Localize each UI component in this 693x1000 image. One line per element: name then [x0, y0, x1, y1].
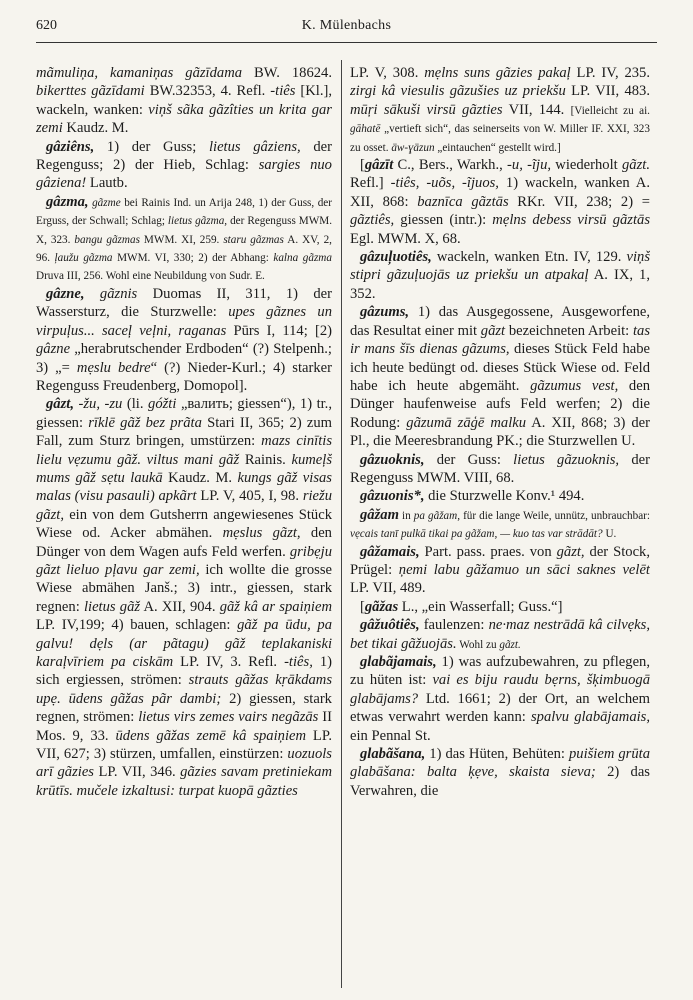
- entry-text: Part. pass. praes. von: [419, 543, 557, 560]
- entry-text: mẹlns debess virsū gãztās: [492, 212, 650, 229]
- entry-text: puišiem grūta glabāšana: balta ķẹve, skaista sieva;: [350, 746, 650, 781]
- headword: gâzt,: [46, 396, 74, 413]
- dictionary-entry: [350, 745, 650, 800]
- entry-text: rīklē gãž bez prãta: [88, 414, 202, 431]
- entry-text: dieses Stück Feld habe ich heute bedüngt od. dieses Stück Wiese od. Feld habe ich heute abgemäht.: [350, 341, 650, 394]
- entry-text: LP. VII, 627; 3) stürzen, umfallen, einstürzen:: [36, 727, 332, 763]
- entry-text: den Dünger haufenweise aufs Feld werfen; 2) die Rodung:: [350, 377, 650, 431]
- entry-text: [85, 286, 100, 302]
- entry-text: 1) der Guss;: [94, 138, 209, 155]
- dictionary-entry: [36, 64, 332, 138]
- entry-text: baznīca gãztās: [417, 193, 509, 210]
- entry-text: sargies nuo gâziena!: [36, 157, 332, 192]
- entry-text: upes gãznes un virpuļus... saceļ veļni, raganas: [36, 304, 332, 339]
- dictionary-entry: [350, 303, 650, 450]
- dictionary-entry: [350, 487, 650, 505]
- header-rule: [36, 42, 657, 43]
- entry-text: strauts gãžas kṛākdams upẹ. ūdens gãžas pãr dambi;: [36, 672, 332, 707]
- entry-text: der Stock, Prügel:: [350, 543, 650, 578]
- entry-text: Wohl zu: [456, 638, 500, 651]
- entry-text: gãzumā zāģē malku: [406, 414, 527, 431]
- entry-text: Druva III, 256. Wohl eine Neubildung von Sudr. E.: [36, 270, 265, 283]
- entry-text: ļaužu gãzma: [54, 252, 113, 265]
- entry-text: faulenzen:: [419, 617, 489, 634]
- dictionary-entry: [36, 138, 332, 193]
- entry-text: pa gãžam,: [413, 509, 461, 522]
- entry-text: BW. 18624.: [242, 65, 332, 81]
- entry-text: vai es biju raudu bẹrns, šķimbuogā glabājams?: [350, 672, 650, 707]
- entry-text: góžti: [148, 396, 177, 413]
- entry-text: LP. V, 405, I, 98.: [196, 488, 303, 505]
- dictionary-entry: [350, 616, 650, 653]
- entry-text: ņemi labu gãžamuo un sāci saknes velēt: [398, 561, 650, 578]
- entry-text: mūŗi sākuši virsū gãzties: [350, 101, 503, 118]
- entry-text: vẹcais tanī pulkā tikai pa gãžam, — kuo tas var strādāt?: [350, 528, 603, 541]
- entry-text: C., Bers., Warkh.,: [393, 157, 508, 174]
- entry-text: LP. IV, 235.: [570, 65, 650, 81]
- entry-text: gãztiês,: [350, 212, 395, 229]
- entry-text: VII, 144.: [502, 101, 571, 118]
- headword: gâžamais,: [360, 543, 420, 560]
- entry-text: kalna gãzma: [273, 252, 332, 265]
- headword: gâzuonis*,: [360, 488, 425, 505]
- entry-text: den Dünger von dem Wagen aufs Feld werfen.: [36, 525, 332, 560]
- entry-text: gãzies savam pretiniekam krūtīs. mučele izkaltusi: turpat kuopā gãzties: [36, 764, 332, 799]
- dictionary-entry: [36, 193, 332, 285]
- entry-text: ein von dem Gutsherrn angewiesenes Stück Wiese od. Acker abmähen.: [36, 506, 332, 542]
- headword: gâziêns,: [46, 138, 95, 155]
- entry-text: [Kl.], wackeln, wanken:: [36, 83, 332, 118]
- entry-text: bezeichneten Arbeit:: [505, 322, 633, 339]
- entry-text: bei Rainis Ind. un Arija 248, 1) der Guss, der Erguss, der Schwall; Schlag;: [36, 196, 332, 228]
- headword: gâzums,: [360, 304, 410, 321]
- entry-text: die Sturzwelle Konv.¹ 494.: [424, 488, 585, 505]
- headword: gâzīt: [364, 157, 394, 174]
- entry-text: riežu gãzt,: [36, 488, 332, 523]
- entry-text: Egl. MWM. X, 68.: [350, 230, 461, 247]
- entry-text: Kaudz. M.: [62, 120, 129, 137]
- entry-text: für die lange Weile, unnütz, unbrauchbar:: [460, 509, 650, 522]
- entry-text: -žu, -zu: [78, 396, 123, 413]
- entry-text: LP. IV,199; 4) bauen, schlagen:: [36, 617, 238, 634]
- entry-text: MWM. XI, 259.: [139, 233, 224, 246]
- entry-text: kungs gãž visas malas (visu pasauli) apkãrt: [36, 469, 332, 505]
- entry-text: der Regenguss; 2) der Hieb, Schlag:: [36, 138, 332, 174]
- entry-text: A. XII, 868; 3) der Pl., die Meeresbrandung PK.; die Sturzwellen U.: [350, 414, 650, 450]
- entry-text: „валить; giessen“), 1) tr., giessen:: [36, 396, 332, 431]
- entry-text: „vertieft sich“, das seinerseits von W. Miller IF. XXI, 323 zu osset.: [350, 123, 650, 154]
- entry-text: uozuols arī gãzies: [36, 746, 332, 781]
- headword: gâžuôtiês,: [360, 617, 420, 634]
- dictionary-entry: [36, 285, 332, 395]
- entry-text: II Mos. 9, 33.: [36, 709, 332, 744]
- entry-text: Kaudz. M.: [162, 469, 238, 486]
- entry-text: ein Pennal St.: [350, 727, 431, 744]
- entry-text: kumeļš mums gãž sẹtu laukā: [36, 451, 332, 486]
- column-divider: [341, 60, 342, 988]
- entry-text: [: [360, 157, 365, 174]
- entry-text: lietus gãzuoknis,: [513, 451, 620, 468]
- entry-text: A. XII, 904.: [140, 598, 220, 615]
- entry-text: -tiês,: [284, 654, 313, 670]
- dictionary-entry: [36, 395, 332, 800]
- entry-text: -u, -ĩju,: [507, 157, 552, 174]
- entry-text: ne·maz nestrādā kâ cilvẹks, bet tikai gãžuojās.: [350, 617, 650, 652]
- entry-text: der Regenguss MWM. X, 323.: [36, 215, 332, 246]
- entry-text: A. XV, 2, 96.: [36, 233, 332, 265]
- entry-text: lietus virs zemes vairs negãzās: [138, 709, 319, 726]
- entry-text: der Regenguss MWM. VIII, 68.: [350, 451, 650, 486]
- headword: gãžas: [364, 598, 399, 615]
- entry-text: gãznis: [99, 285, 138, 302]
- entry-text: LP. VII, 483.: [565, 83, 650, 100]
- entry-text: lietus gãzma,: [167, 215, 228, 228]
- entry-text: gãž kâ ar spaiņiem: [219, 598, 332, 615]
- dictionary-entry: [350, 506, 650, 543]
- entry-text: Refl.]: [350, 175, 391, 192]
- headword: gâzuoknis,: [360, 451, 425, 468]
- headword: gâzne,: [46, 285, 85, 302]
- entry-text: ich wollte die grosse Wiese abmähen Janš.; 3) intr., giessen, stark regnen:: [36, 561, 332, 615]
- dictionary-entry: [350, 248, 650, 303]
- entry-text: Rainis.: [239, 451, 292, 468]
- entry-text: “ (?) Nieder-Kurl.; 4) starker Regenguss Freudenberg, Domopol].: [36, 359, 332, 394]
- entry-text: lietus gãž: [83, 598, 141, 615]
- entry-text: Lautb.: [86, 175, 128, 192]
- entry-text: Ltd. 1661; 2) der Ort, an welchem etwas verwahrt werden kann:: [350, 690, 650, 726]
- entry-text: mãmuliņa, kamaniņas gãzīdama: [36, 65, 243, 81]
- entry-text: mazs cinītis lielu vẹzumu gãž. viltus mani gãž: [36, 433, 332, 468]
- entry-text: lietus gâziens,: [208, 138, 301, 155]
- headword: glabãšana,: [360, 746, 426, 763]
- dictionary-entry: [350, 156, 650, 248]
- headword: gâžam: [360, 506, 399, 523]
- right-column: [350, 64, 650, 984]
- entry-text: U.: [602, 528, 617, 541]
- entry-text: „herabrutschender Erdboden“ (?) Stelpenh.; 3) „=: [36, 341, 332, 376]
- entry-text: in: [398, 509, 414, 522]
- entry-text: zirgi kâ viesulis gãzušies uz priekšu: [350, 83, 566, 100]
- entry-text: gâzne: [36, 341, 71, 358]
- entry-text: gãzumus vest,: [530, 377, 619, 394]
- entry-text: tas ir mans šīs dienas gãzums,: [350, 322, 650, 358]
- entry-text: mẹlns suns gãzies pakaļ: [424, 65, 571, 81]
- entry-text: bikerttes gãzīdami: [36, 83, 145, 100]
- entry-text: (li.: [122, 396, 149, 413]
- entry-text: gãž pa ūdu, pa galvu! dẹls (ar pãtagu) gãž teplakaniski karaļvīriem pa ciskām: [36, 617, 332, 670]
- left-column: [36, 64, 332, 984]
- entry-text: gāhatē: [350, 123, 381, 136]
- entry-text: [Vielleicht zu ai.: [570, 104, 650, 117]
- dictionary-entry: [350, 543, 650, 598]
- entry-text: 1) sich ergiessen, strömen:: [36, 654, 332, 689]
- entry-text: LP. VII, 346.: [94, 764, 181, 781]
- entry-text: MWM. VI, 330; 2) der Abhang:: [112, 252, 274, 265]
- entry-text: -tiês: [270, 83, 296, 100]
- entry-text: 2) das Verwahren, die: [350, 764, 650, 799]
- entry-text: 1) wackeln, wanken A. XII, 868:: [350, 175, 650, 210]
- running-title: K. Mülenbachs: [301, 18, 392, 33]
- page-number: 620: [36, 18, 57, 33]
- entry-text: mẹslus gãzt,: [222, 525, 301, 542]
- entry-text: gãzt.: [622, 157, 650, 174]
- entry-text: viņš stipri gãzuļuojās uz priekšu un atpakaļ: [350, 249, 650, 284]
- entry-text: L., „ein Wasserfall; Guss.“]: [398, 598, 563, 615]
- entry-text: giessen (intr.):: [394, 212, 493, 229]
- dictionary-entry: [350, 653, 650, 745]
- entry-text: Stari II, 365; 2) zum Fall, zum Sturz bringen, umstürzen:: [36, 414, 332, 450]
- entry-text: ūdens gãžas zemē kâ spaiņiem: [115, 727, 307, 744]
- entry-text: wackeln, wanken Etn. IV, 129.: [431, 249, 627, 266]
- entry-text: „eintauchen“ gestellt wird.]: [434, 141, 561, 154]
- entry-text: spalvu glabājamais,: [530, 709, 650, 726]
- entry-text: 1) das Hüten, Behüten:: [425, 746, 569, 763]
- headword: gâzuļuotiês,: [360, 249, 432, 266]
- entry-text: bangu gãzmas: [74, 233, 140, 246]
- entry-text: Duomas II, 311, 1) der Wassersturz, die Sturzwelle:: [36, 285, 332, 321]
- entry-text: 2) giessen, stark regnen, strömen:: [36, 690, 332, 726]
- entry-text: LP. IV, 3. Refl.: [173, 654, 285, 670]
- entry-text: -tiês, -uõs, -ĩjuos,: [390, 175, 499, 192]
- entry-text: [: [360, 598, 365, 615]
- entry-text: mẹslu bedre: [76, 359, 151, 376]
- entry-text: A. IX, 1, 352.: [350, 267, 650, 302]
- dictionary-entry: [350, 451, 650, 488]
- entry-text: LP. V, 308.: [350, 65, 425, 81]
- entry-text: der Guss:: [424, 451, 514, 468]
- entry-text: viņš sãka gãzîties un krita gar zemi: [36, 101, 332, 137]
- entry-text: RKr. VII, 238; 2) =: [508, 193, 650, 210]
- headword: gâzma,: [46, 193, 89, 210]
- entry-text: Pūrs I, 114; [2): [226, 322, 332, 339]
- entry-text: BW.32353, 4. Refl.: [144, 83, 271, 100]
- entry-text: gãzme: [88, 196, 121, 209]
- entry-text: gãzt.: [499, 638, 521, 651]
- page-header: [36, 18, 657, 40]
- entry-text: gãzt,: [556, 543, 585, 560]
- entry-text: äw-ɣäzun: [391, 141, 435, 154]
- entry-text: 1) was aufzubewahren, zu pflegen, zu hüten ist:: [350, 654, 650, 689]
- entry-text: 1) das Ausgegossene, Ausgeworfene, das Resultat einer mit: [350, 304, 650, 339]
- dictionary-entry: [350, 598, 650, 616]
- entry-text: staru gãzmas: [223, 233, 284, 246]
- entry-text: gribẹju gãzt lieluo pļavu gar zemi,: [36, 543, 332, 578]
- headword: glabãjamais,: [360, 654, 437, 670]
- dictionary-entry: [350, 64, 650, 156]
- entry-text: gãzt: [480, 322, 506, 339]
- entry-text: wiederholt: [551, 157, 622, 174]
- entry-text: LP. VII, 489.: [350, 580, 426, 597]
